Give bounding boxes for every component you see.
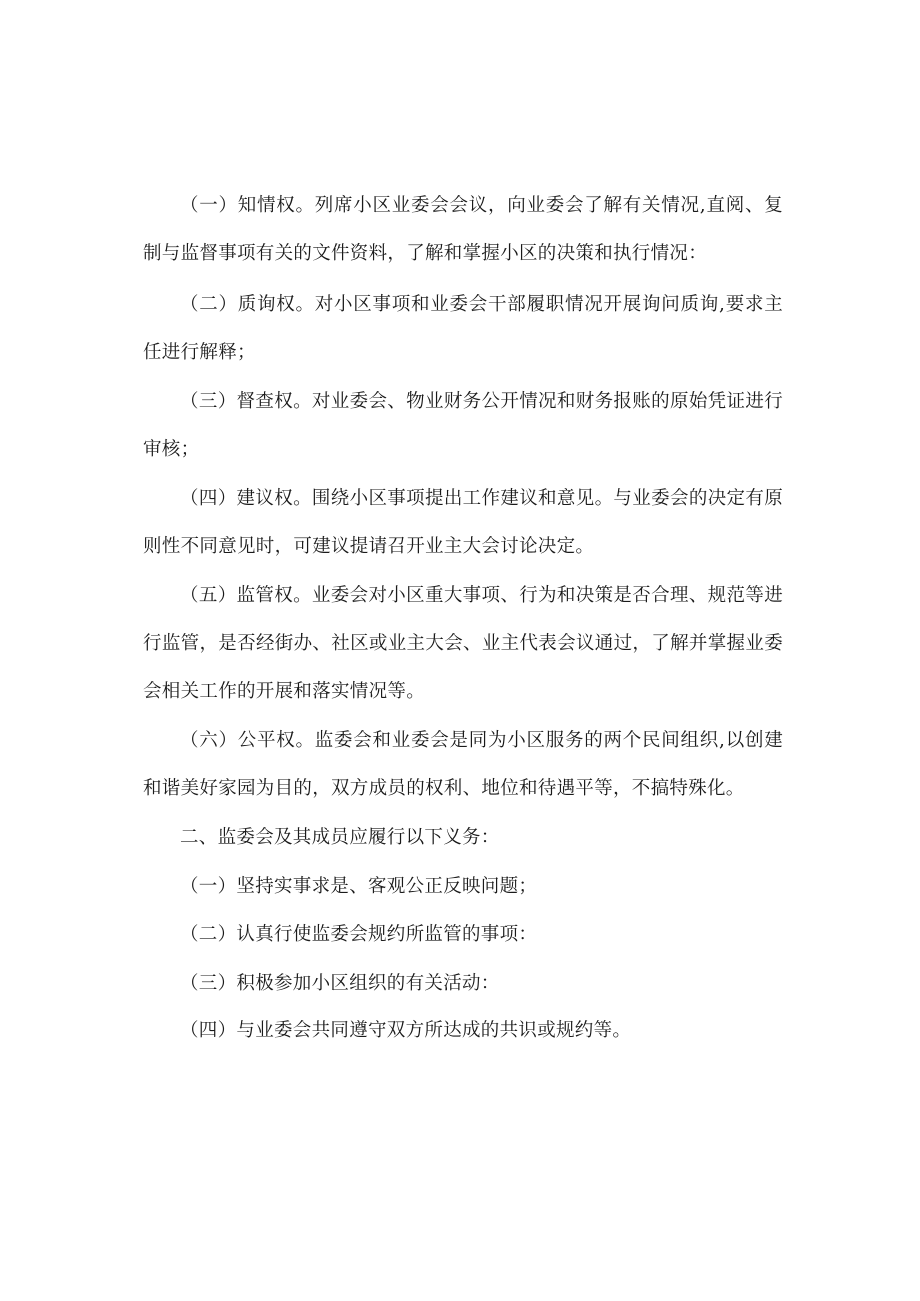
obligation-item-4: （四）与业委会共同遵守双方所达成的共识或规约等。 bbox=[180, 1020, 632, 1041]
section-heading-obligations: 二、监委会及其成员应履行以下义务： bbox=[180, 827, 500, 848]
obligation-item-3: （三）积极参加小区组织的有关活动： bbox=[180, 973, 500, 994]
paragraph-right-to-suggest: （四）建议权。围绕小区事项提出工作建议和意见。与业委会的决定有原则性不同意见时，可建议提请召开业主大会讨论决定。 bbox=[143, 488, 783, 557]
obligation-item-2: （二）认真行使监委会规约所监管的事项： bbox=[180, 924, 538, 945]
paragraph-right-to-inspect: （三）督查权。对业委会、物业财务公开情况和财务报账的原始凭证进行审核； bbox=[143, 391, 783, 460]
paragraph-right-to-inquire: （二）质询权。对小区事项和业委会干部履职情况开展询问质询,要求主任进行解释； bbox=[143, 294, 783, 363]
paragraph-right-to-know: （一）知情权。列席小区业委会会议，向业委会了解有关情况,直阅、复制与监督事项有关的文件资料，了解和掌握小区的决策和执行情况： bbox=[143, 195, 783, 264]
obligation-item-1: （一）坚持实事求是、客观公正反映问题； bbox=[180, 876, 538, 897]
paragraph-right-to-supervise: （五）监管权。业委会对小区重大事项、行为和决策是否合理、规范等进行监管，是否经街办、社区或业主大会、业主代表会议通过，了解并掌握业委会相关工作的开展和落实情况等。 bbox=[143, 585, 783, 702]
paragraph-right-to-equality: （六）公平权。监委会和业委会是同为小区服务的两个民间组织,以创建和谐美好家园为目的，双方成员的权利、地位和待遇平等，不搞特殊化。 bbox=[143, 730, 783, 799]
